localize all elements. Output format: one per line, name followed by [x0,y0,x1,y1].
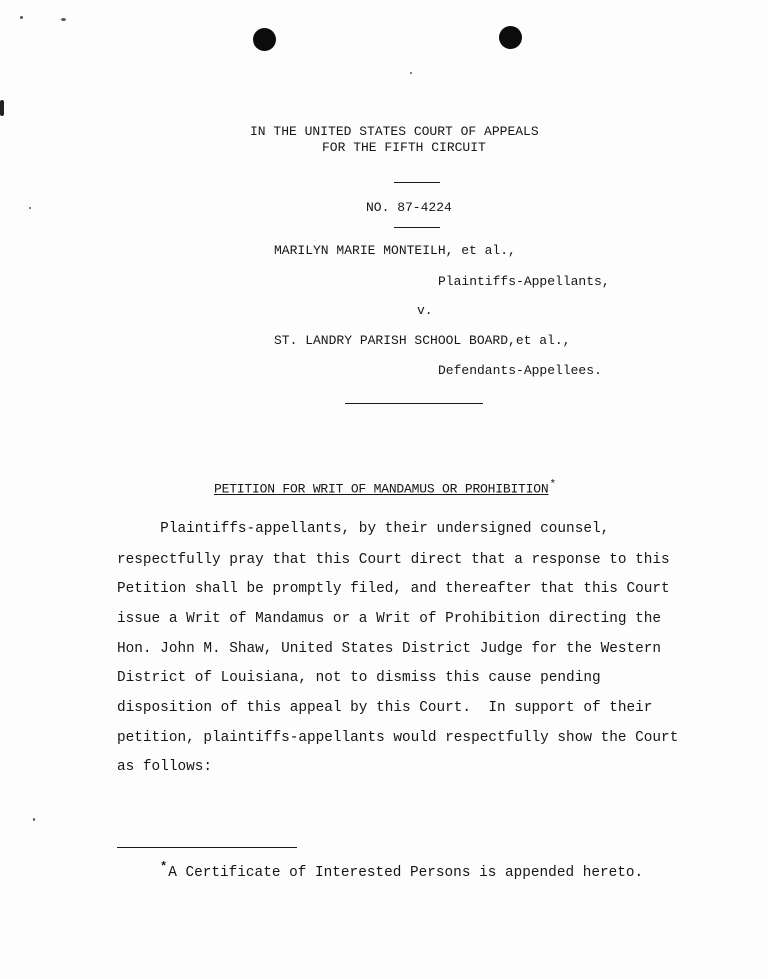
footnote [160,860,643,881]
scan-speck [29,207,31,209]
defendants-name: ST. LANDRY PARISH SCHOOL BOARD,et al., [274,333,571,348]
body-line: Hon. John M. Shaw, United States District Judge for the Western [117,641,662,657]
body-line: District of Louisiana, not to dismiss this cause pending [117,670,601,686]
footnote-text: A Certificate of Interested Persons is appended hereto. [168,864,644,881]
scan-speck [0,100,4,116]
petition-title-text: PETITION FOR WRIT OF MANDAMUS OR PROHIBITION [214,481,549,497]
footnote-rule [117,847,297,848]
body-line: as follows: [117,759,212,775]
punch-hole-right [499,26,522,49]
versus: v. [417,303,433,318]
header-rule-bottom [394,227,440,228]
petition-title [214,479,556,496]
body-line: petition, plaintiffs-appellants would respectfully show the Court [117,730,679,746]
header-rule-top [394,182,440,183]
caption-rule [345,403,483,404]
body-line: Plaintiffs-appellants, by their undersigned counsel, [117,521,610,537]
body-line: Petition shall be promptly filed, and thereafter that this Court [117,581,670,597]
body-line: issue a Writ of Mandamus or a Writ of Prohibition directing the [117,611,662,627]
footnote-marker: * [160,860,168,874]
scan-speck [20,16,23,19]
punch-hole-left [253,28,276,51]
scan-speck [61,18,66,21]
body-line: disposition of this appeal by this Court. In support of their [117,700,653,716]
scan-speck [33,818,35,821]
case-number: NO. 87-4224 [366,200,452,215]
scan-speck [410,72,412,74]
defendants-role: Defendants-Appellees. [438,363,602,378]
petition-title-marker: * [549,479,556,491]
court-name-line1: IN THE UNITED STATES COURT OF APPEALS [250,124,539,139]
plaintiffs-role: Plaintiffs-Appellants, [438,274,610,289]
plaintiffs-name: MARILYN MARIE MONTEILH, et al., [274,243,516,258]
court-name-line2: FOR THE FIFTH CIRCUIT [322,140,486,155]
body-line: respectfully pray that this Court direct that a response to this [117,552,670,568]
